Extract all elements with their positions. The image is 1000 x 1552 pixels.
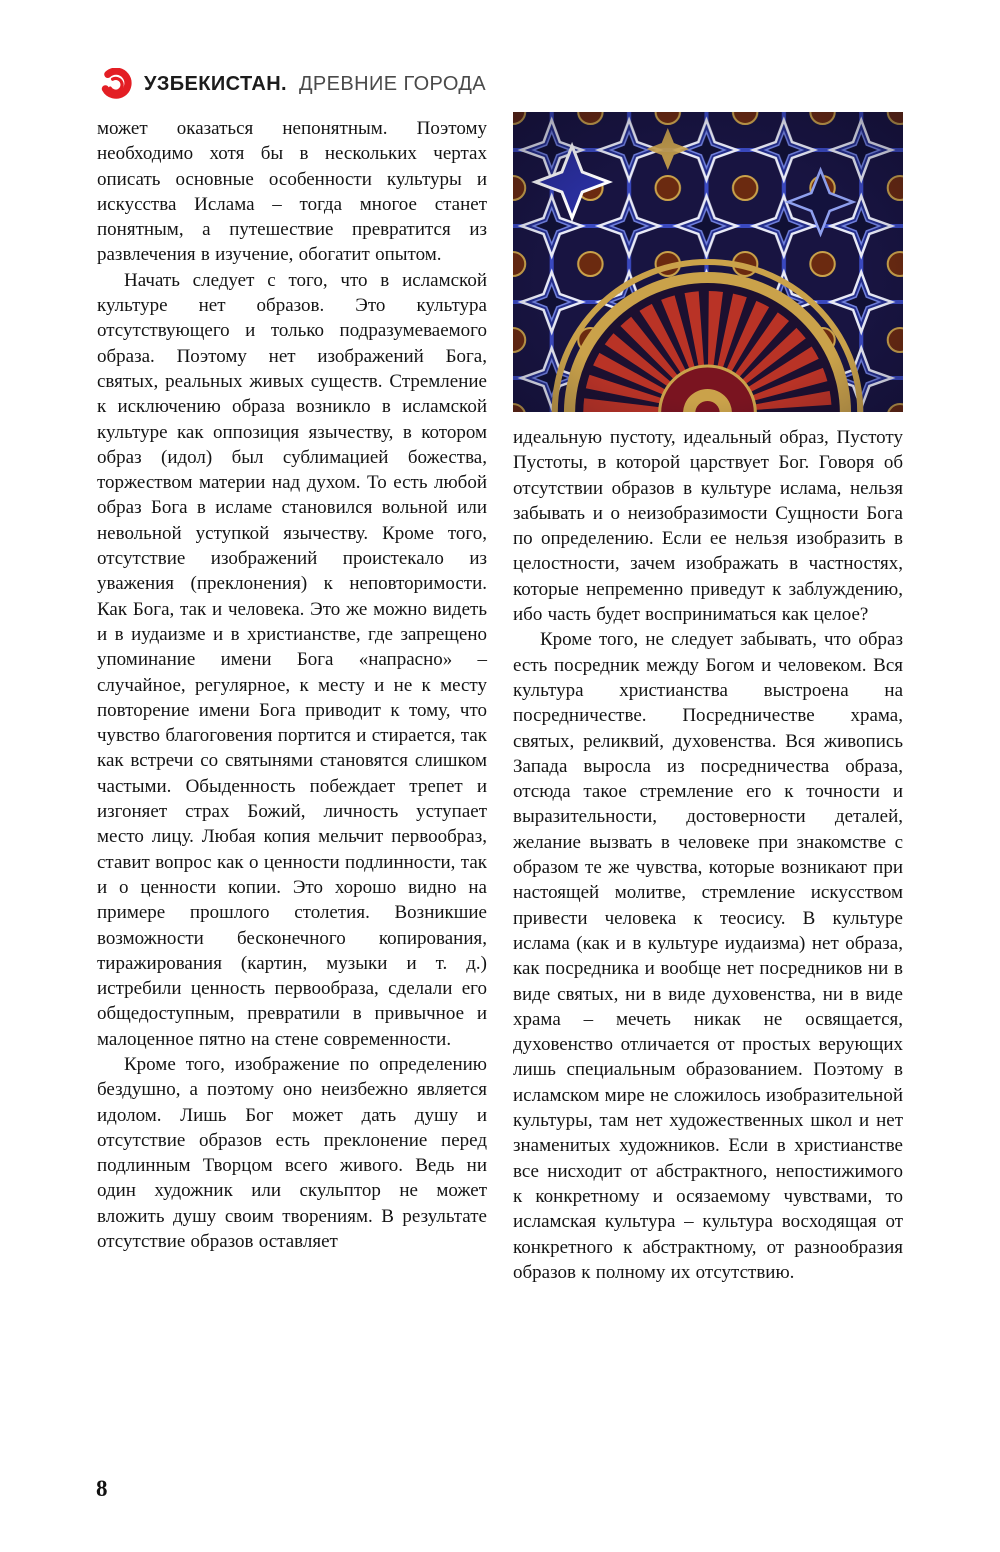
paragraph: Кроме того, не следует забывать, что образ есть посредник между Богом и человеком. Вся культура христианства выстроена на посредничестве. Посредничестве храма, святых, реликвий, духовенства. Вся живопись Запада выросла из посредничества образа, отсюда такое стремление его к точности и выразительности, достоверности деталей, желание вызвать в человеке при знакомстве с образом те же чувства, которые возникают при настоящей молитве, стремление искусством привести человека к теосису. В культуре ислама (как и в культуре иудаизма) нет образа, как посредника и вообще нет посредников ни в виде святых, ни в виде духовенства, ни в виде храма – мечеть никак не освящается, духовенство отличается от простых верующих лишь специальным образованием. Поэтому в исламском мире не сложилось изобразительной культуры, там нет художественных школ и нет знаменитых художников. Если в христианстве все нисходит от абстрактного, непостижимого к конкретному и осязаемому чувствами, то исламская культура – культура восходящая от конкретного к абстрактному, от разнообразия образов к полному их отсутствию. [513,629,903,1283]
brand-title [144,73,486,96]
right-column [513,116,903,1285]
brand-title-bold: УЗБЕКИСТАН. [144,72,288,95]
page-number: 8 [96,1476,108,1501]
paragraph: может оказаться непонятным. Поэтому необходимо хотя бы в нескольких чертах описать основные особенности культуры и искусства Ислама – тогда многое станет понятным, а путешествие превратится из развлечения в изучение, обогатит опытом. [97,118,487,266]
brand-swirl-icon [97,68,133,100]
page-header [97,68,486,100]
paragraph: Кроме того, изображение по определению бездушно, а поэтому оно неизбежно является идолом. Лишь Бог может дать душу и отсутствие образов есть преклонение перед подлинным Творцом всего живого. Ведь ни один художник или скульптор не может вложить душу своим творениям. В результате отсутствие образов оставляет [97,1053,487,1253]
paragraph: Начать следует с того, что в исламской культуре нет образов. Это культура отсутствующего и только подразумеваемого образа. Поэтому нет изображений Бога, святых, реальных живых существ. Стремление к исключению образа возникло в исламской культуре как оппозиция язычеству, в котором образ (идол) был сублимацией божества, торжеством материи над духом. То есть любой образ Бога в исламе становился вольной или невольной уступкой язычеству. Кроме того, отсутствие изображений проистекало из уважения (преклонения) к неповторимости. Как Бога, так и человека. Это же можно видеть и в иудаизме и в христианстве, где запрещено упоминание имени Бога «напрасно» – случайное, регулярное, к месту и не к месту повторение имени Бога приводит к тому, что чувство благоговения портится и стирается, так как встречи со святынями становятся слишком частыми. Обыденность побеждает трепет и изгоняет страх Божий, личность уступает место лицу. Любая копия мельчит первообраз, ставит вопрос как о ценности подлинности, так и о ценности копии. Это хорошо видно на примере прошлого столетия. Возникшие возможности бесконечного копирования, тиражирования (картин, музыки и т. д.) истребили ценность первообраза, сделали его общедоступным, превратили в привычное и малоценное пятно на стене современности. [97,269,487,1050]
two-column-text-block [97,116,903,1285]
mosaic-photo [513,112,903,412]
mosaic-pattern-graphic [513,112,903,412]
left-column [97,116,487,1285]
brand-title-rest: ДРЕВНИЕ ГОРОДА [298,72,487,95]
paragraph: идеальную пустоту, идеальный образ, Пустоту Пустоты, в которой царствует Бог. Говоря об отсутствии образов в культуре ислама, нельзя забывать и о неизобразимости Сущности Бога по определению. Если ее нельзя изобразить в целостности, зачем изображать в частностях, которые непременно приведут к заблуждению, ибо часть будет восприниматься как целое? [513,427,903,626]
